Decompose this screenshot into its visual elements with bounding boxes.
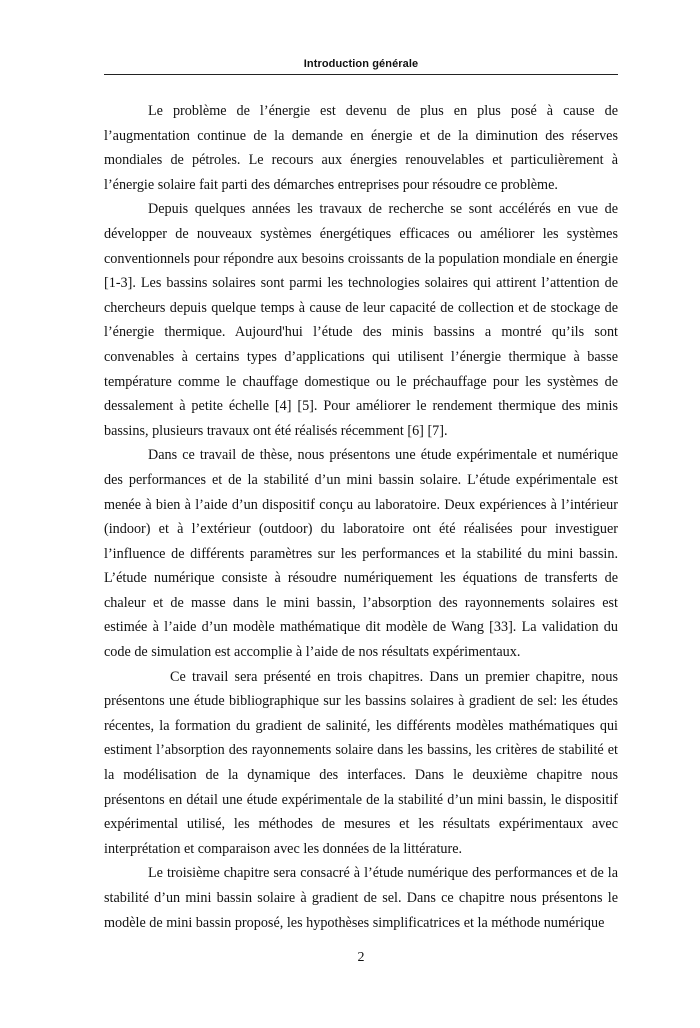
paragraph-thesis-work: Dans ce travail de thèse, nous présentons une étude expérimentale et numérique des performances et de la stabilité d’un mini bassin solaire. L’étude expérimentale est menée à bien à l’aide d’un dispositif conçu au laboratoire. Deux expériences à l’intérieur (indoor) et à l’extérieur (outdoor) du laboratoire ont été réalisées pour investiguer l’influence de différents paramètres sur les performances et la stabilité du mini bassin. L’étude numérique consiste à résoudre numériquement les équations de transferts de chaleur et de masse dans le mini bassin, l’absorption des rayonnements solaires est estimée à l’aide d’un modèle mathématique dit modèle de Wang [33]. La validation du code de simulation est accomplie à l’aide de nos résultats expérimentaux.	[104, 447, 618, 661]
paragraph-energy-problem: Le problème de l’énergie est devenu de plus en plus posé à cause de l’augmentation continue de la demande en énergie et de la diminution des réserves mondiales de pétroles. Le recours aux énergies renouvelables et particulièrement à l’énergie solaire fait parti des démarches entreprises pour résoudre ce problème.	[104, 103, 618, 193]
paragraph-research-context: Depuis quelques années les travaux de recherche se sont accélérés en vue de développer de nouveaux systèmes énergétiques efficaces ou améliorer les systèmes conventionnels pour répondre aux besoins croissants de la population mondiale en énergie [1-3]. Les bassins solaires sont parmi les technologies solaires qui attirent l’attention de chercheurs depuis quelque temps à cause de leur capacité de collection et de stockage de l’énergie thermique. Aujourd'hui l’étude des minis bassins a montré qu’ils sont convenables à certains types d’applications qui utilisent l’énergie thermique à basse température comme le chauffage domestique ou le préchauffage pour les systèmes de dessalement à petite échelle [4] [5]. Pour améliorer le rendement thermique des minis bassins, plusieurs travaux ont été réalisés récemment [6] [7].	[104, 201, 618, 439]
paragraph-third-chapter: Le troisième chapitre sera consacré à l’étude numérique des performances et de la stabilité d’un mini bassin solaire à gradient de sel. Dans ce chapitre nous présentons le modèle de mini bassin proposé, les hypothèses simplificatrices et la méthode numérique	[104, 865, 618, 931]
header-rule	[104, 74, 618, 75]
paragraph-chapters-overview: Ce travail sera présenté en trois chapitres. Dans un premier chapitre, nous présentons une étude bibliographique sur les bassins solaires à gradient de sel: les études récentes, la formation du gradient de salinité, les différents modèles mathématiques qui estiment l’absorption des rayonnements solaire dans les bassins, les critères de stabilité et la modélisation de la dynamique des interfaces. Dans le deuxième chapitre nous présentons en détail une étude expérimentale de la stabilité d’un mini bassin, le dispositif expérimental utilisé, les méthodes de mesures et les résultats expérimentaux avec interprétation et comparaison avec les données de la littérature.	[104, 668, 618, 857]
page-number: 2	[357, 950, 365, 965]
body-text	[104, 99, 618, 935]
running-header: Introduction générale	[303, 58, 419, 70]
